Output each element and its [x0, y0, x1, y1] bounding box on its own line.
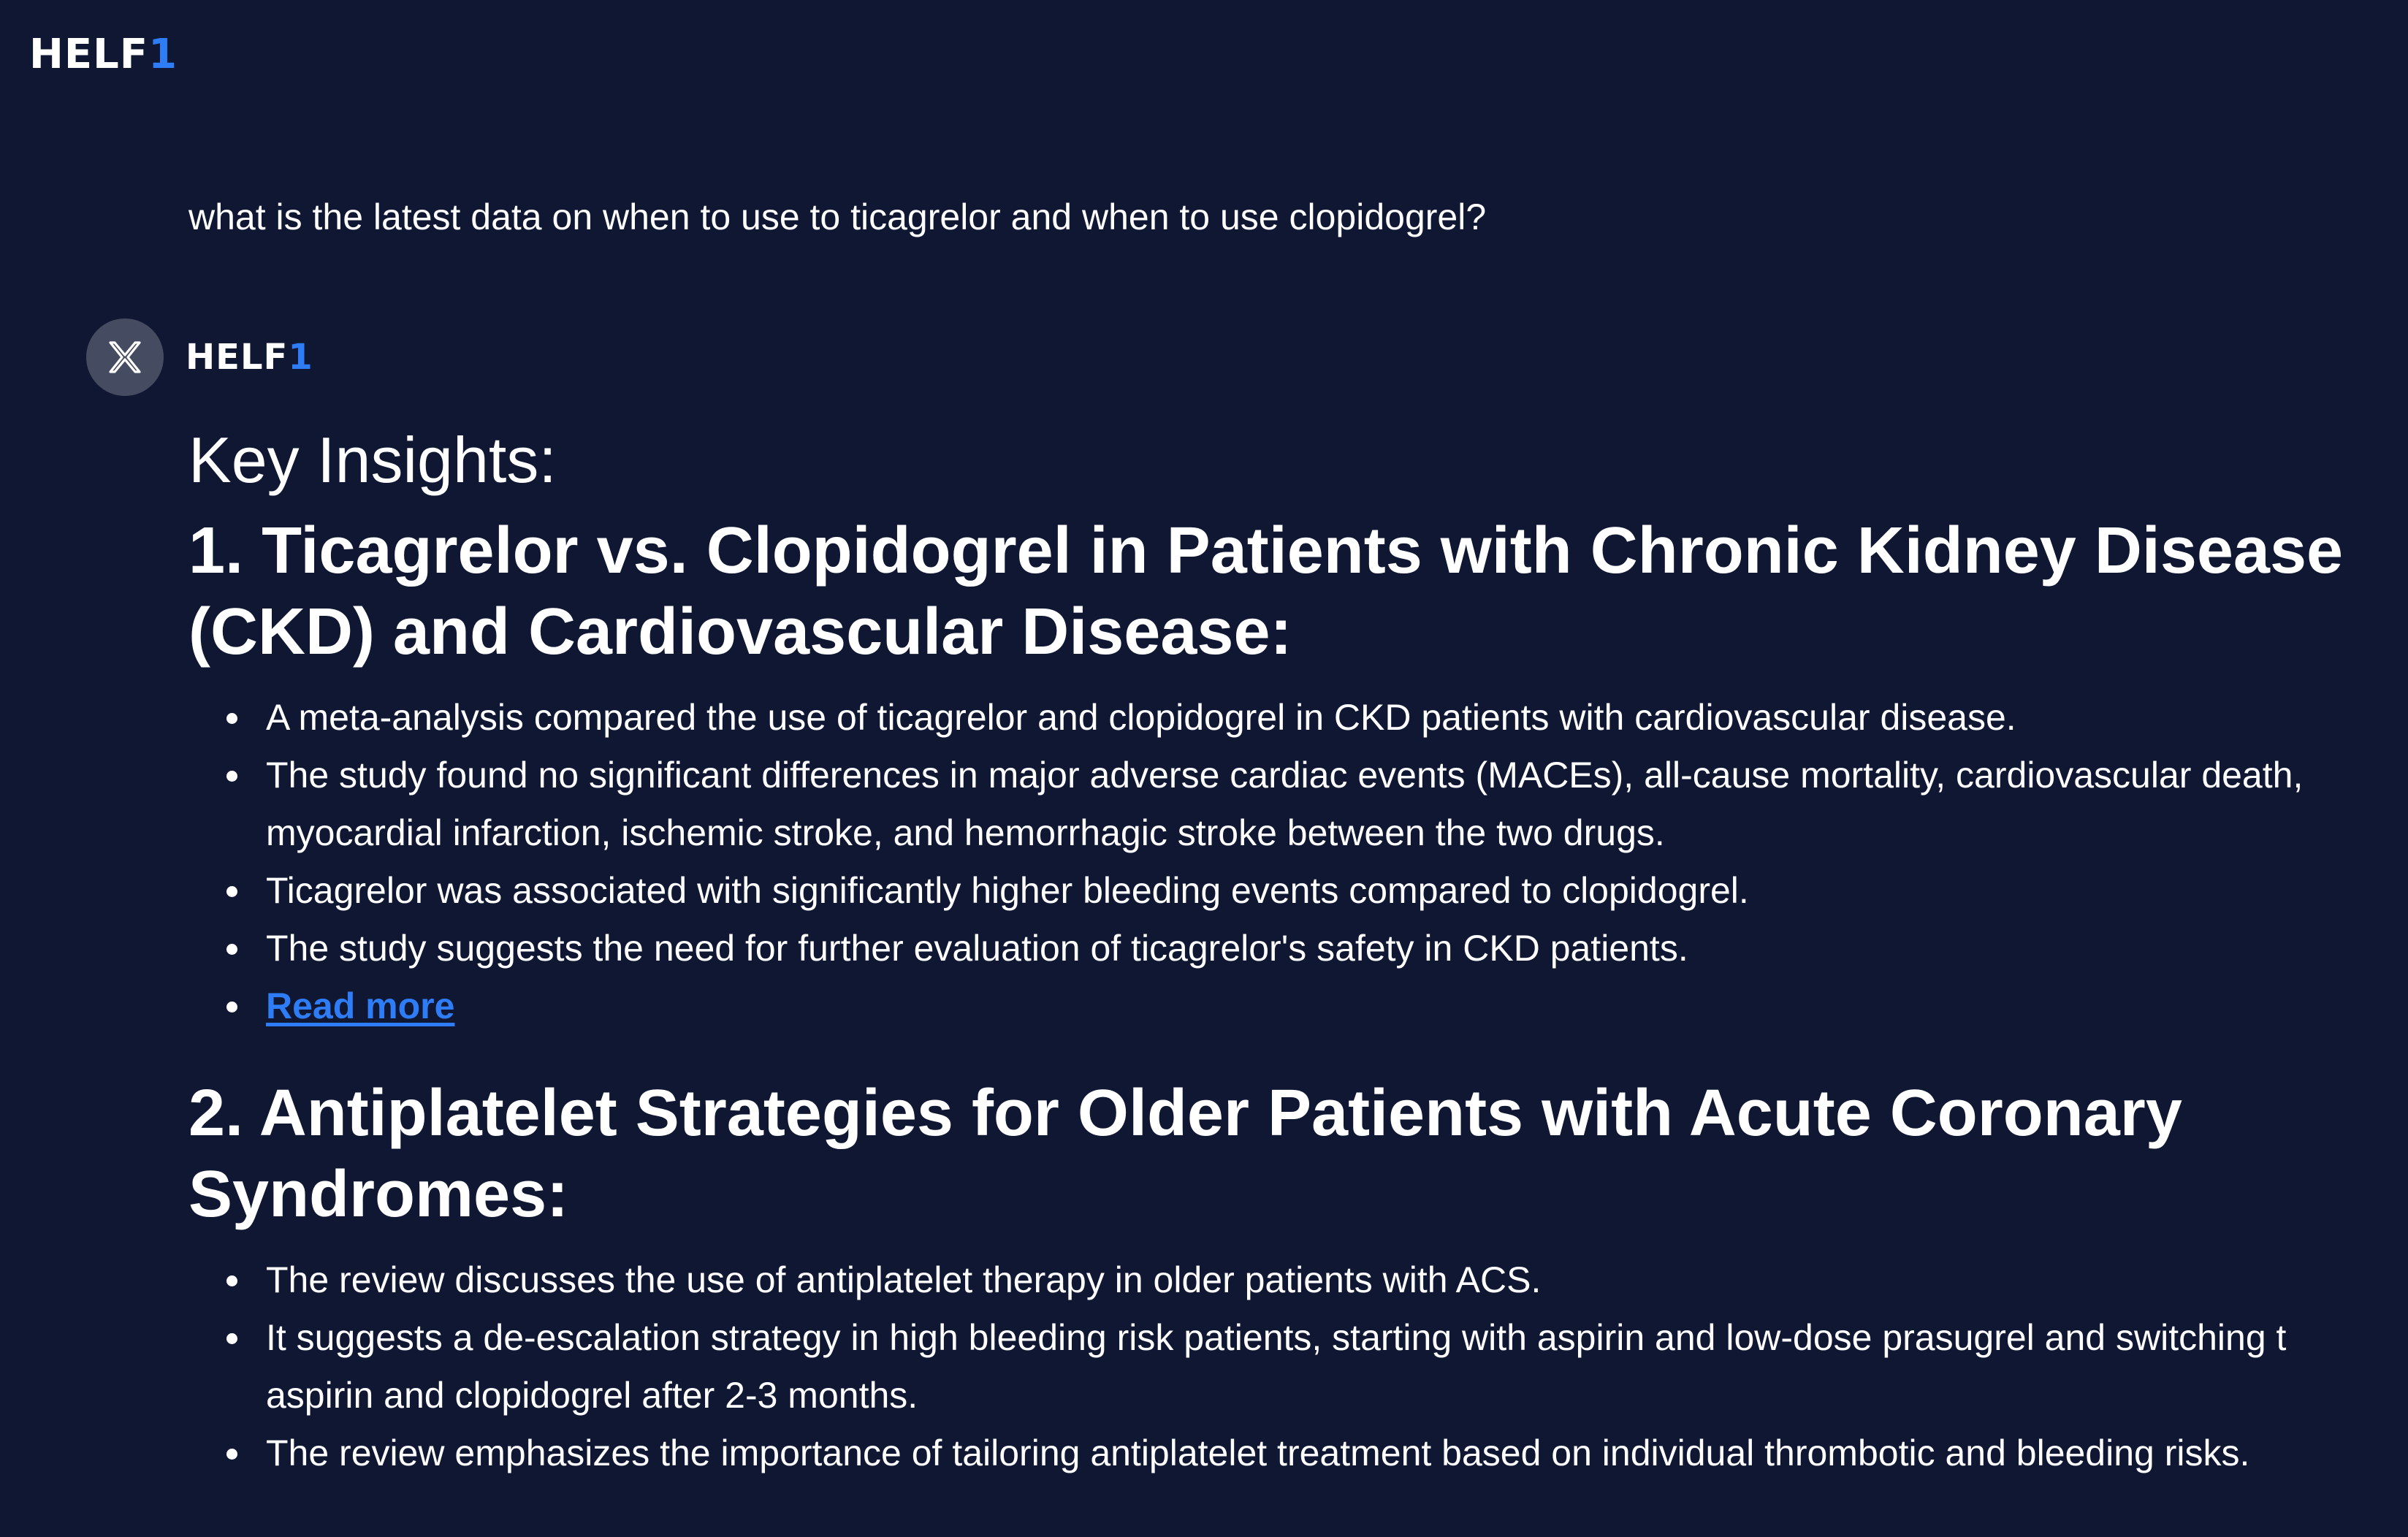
bullet-dot	[226, 944, 237, 955]
bot-avatar	[86, 319, 164, 396]
bullet-dot	[226, 771, 237, 782]
bot-name-accent: 1	[288, 337, 313, 378]
list-item-text: myocardial infarction, ischemic stroke, and hemorrhagic stroke between the two drugs.	[266, 812, 1665, 853]
answer-section-2	[188, 1073, 2408, 1482]
list-item-text: The study found no significant differences in major adverse cardiac events (MACEs), all-cause mortality, cardiovascular death,	[266, 755, 2304, 796]
list-item-text: Ticagrelor was associated with significantly higher bleeding events compared to clopidogrel.	[266, 870, 1749, 911]
bot-message-header	[86, 319, 313, 396]
logo-accent: 1	[148, 31, 178, 78]
bullet-dot	[226, 1002, 237, 1012]
bullet-dot	[226, 886, 237, 897]
list-item-text: A meta-analysis compared the use of ticagrelor and clopidogrel in CKD patients with cardiovascular disease.	[266, 697, 2016, 738]
section-title-line: Syndromes:	[188, 1158, 569, 1231]
list-item	[188, 920, 2408, 977]
section-title	[188, 511, 2408, 673]
list-item-text: It suggests a de-escalation strategy in high bleeding risk patients, starting with aspirin and low-dose prasugrel and switching t	[266, 1317, 2287, 1358]
read-more-link[interactable]: Read more	[266, 985, 455, 1026]
section-title	[188, 1073, 2408, 1235]
section-title-line: 1. Ticagrelor vs. Clopidogrel in Patients with Chronic Kidney Disease	[188, 514, 2344, 587]
logo-text: HELF	[29, 31, 149, 78]
section-title-line: (CKD) and Cardiovascular Disease:	[188, 595, 1292, 668]
list-item	[188, 862, 2408, 920]
app-logo[interactable]	[29, 29, 178, 80]
bullet-dot	[226, 1333, 237, 1344]
answer-section-1	[188, 511, 2408, 1035]
bullet-dot	[226, 713, 237, 724]
close-x-icon	[103, 335, 147, 379]
user-message: what is the latest data on when to use to ticagrelor and when to use clopidogrel?	[188, 197, 1487, 237]
bullet-list	[188, 1251, 2408, 1482]
bot-answer	[188, 420, 2408, 1482]
bot-name	[186, 337, 313, 378]
bullet-dot	[226, 1449, 237, 1460]
bot-name-text: HELF	[186, 337, 289, 378]
list-item	[188, 977, 2408, 1035]
list-item	[188, 689, 2408, 747]
answer-heading: Key Insights:	[188, 424, 557, 496]
list-item-text: The review discusses the use of antiplatelet therapy in older patients with ACS.	[266, 1259, 1542, 1300]
list-item-text: The study suggests the need for further evaluation of ticagrelor's safety in CKD patients.	[266, 928, 1688, 969]
section-title-line: 2. Antiplatelet Strategies for Older Patients with Acute Coronary	[188, 1077, 2182, 1150]
list-item-text: aspirin and clopidogrel after 2-3 months.	[266, 1375, 918, 1416]
list-item	[188, 1251, 2408, 1309]
list-item	[188, 747, 2408, 862]
bullet-dot	[226, 1275, 237, 1286]
list-item-text: The review emphasizes the importance of tailoring antiplatelet treatment based on individual thrombotic and bleeding risks.	[266, 1433, 2250, 1473]
bullet-list	[188, 689, 2408, 1035]
list-item	[188, 1309, 2408, 1425]
list-item	[188, 1425, 2408, 1482]
